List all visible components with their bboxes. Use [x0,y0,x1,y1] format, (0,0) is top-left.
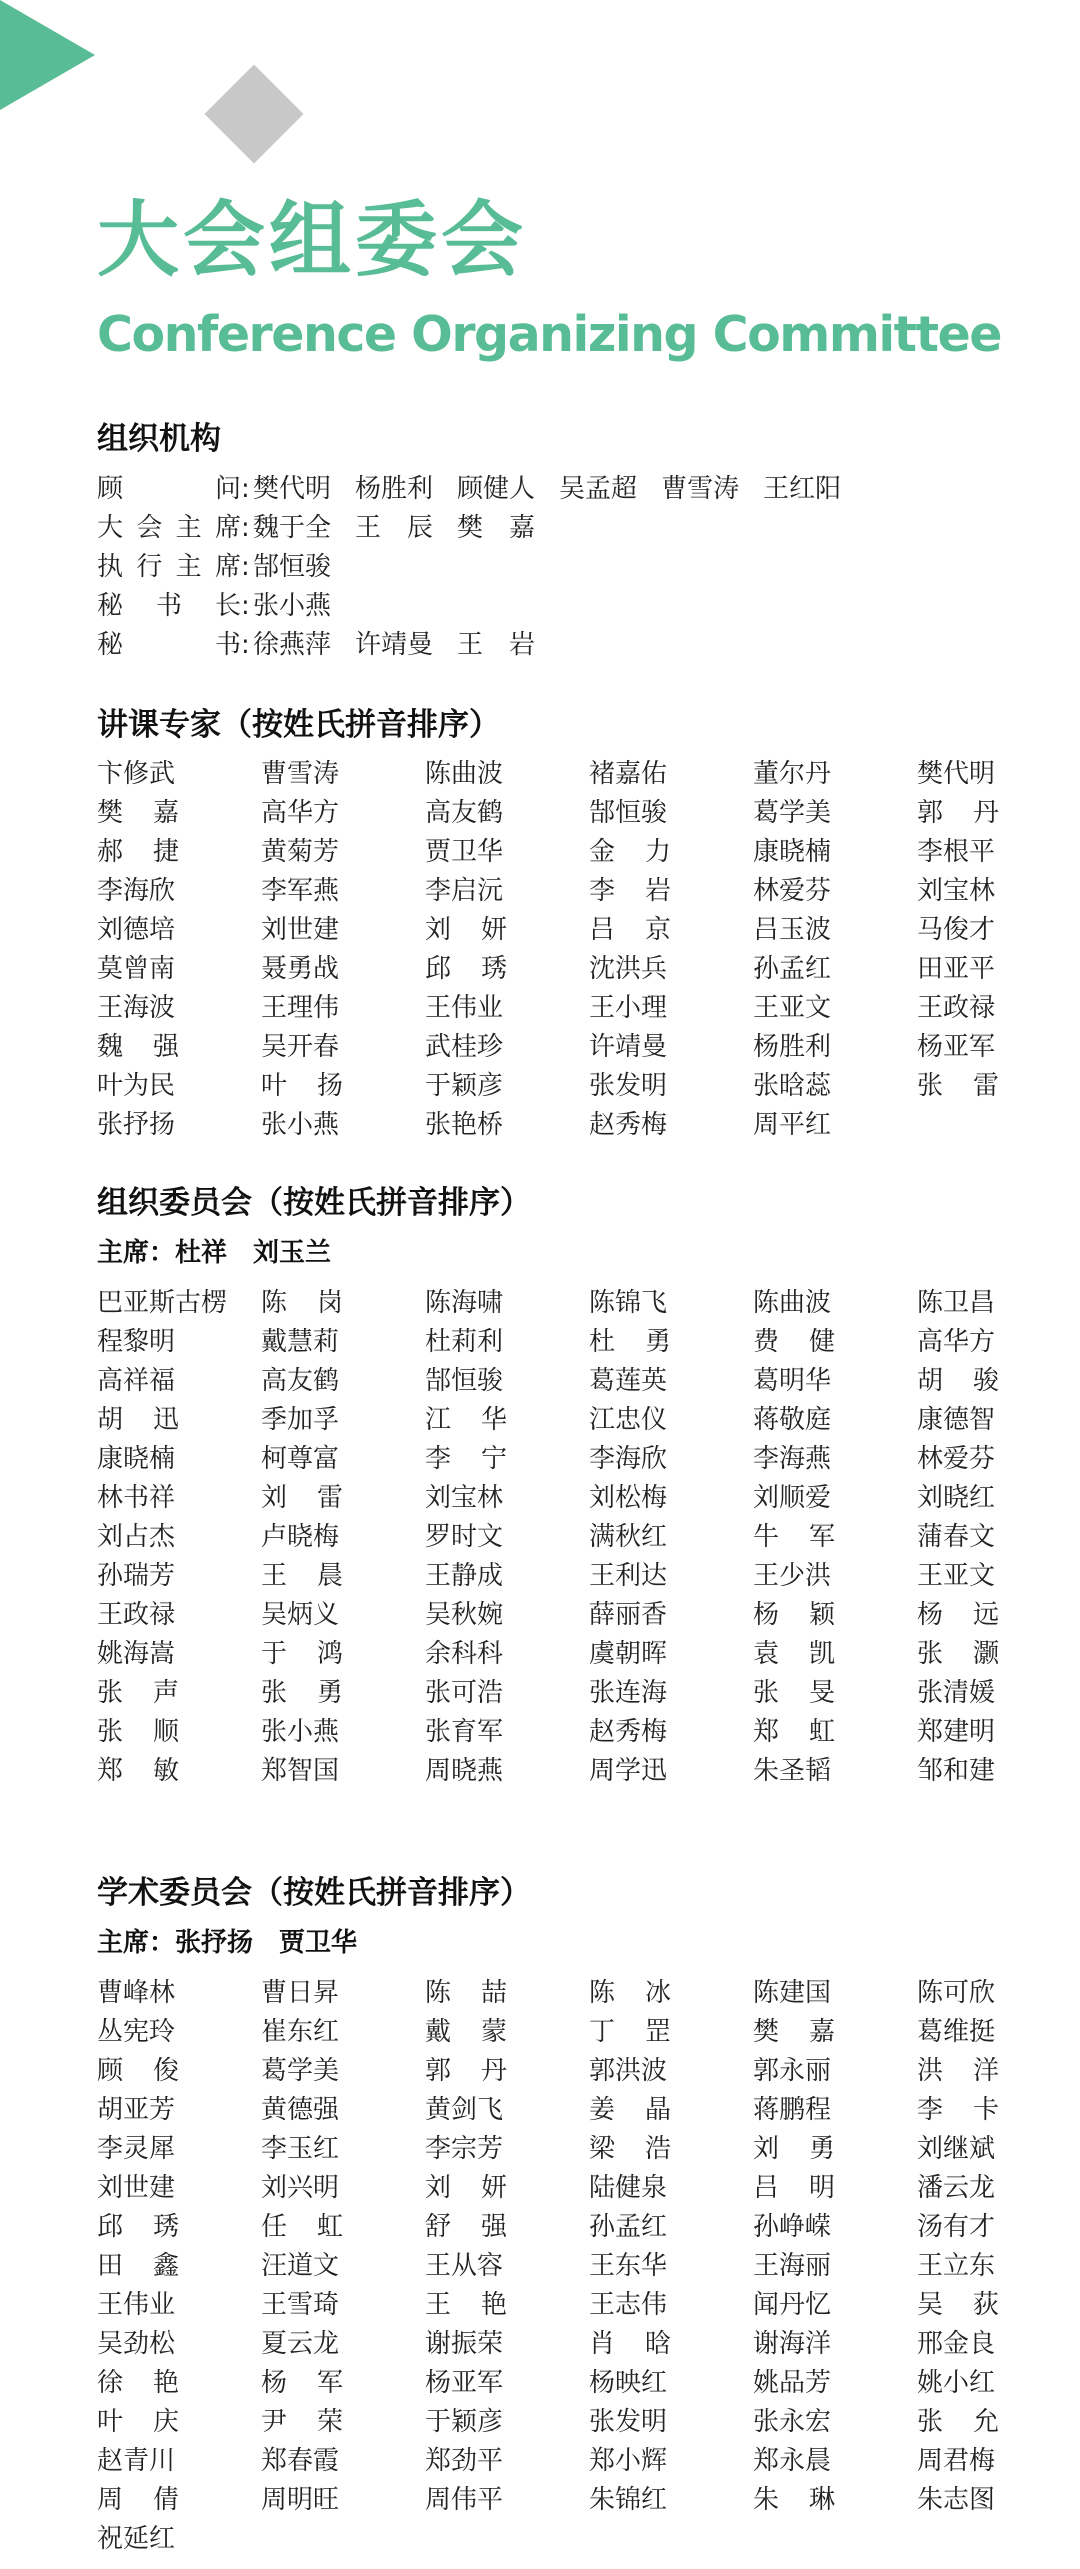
person-name: 李启沅 [425,876,504,906]
person-name: 康德智 [917,1405,996,1435]
person-name: 王利达 [589,1561,668,1591]
person-name: 曹雪涛 [661,474,740,504]
organizing-name-grid [97,1284,1017,1791]
person-name: 陈岗 [261,1288,343,1318]
person-name: 邹和建 [917,1756,996,1786]
person-name: 郑劲平 [425,2446,504,2476]
person-name: 舒强 [425,2212,507,2242]
person-name: 陈可欣 [917,1978,996,2008]
person-name: 叶庆 [97,2407,179,2437]
person-name: 康晓楠 [97,1444,176,1474]
person-name: 陈曲波 [425,759,504,789]
person-name: 于颖彦 [425,2407,504,2437]
person-name: 郜恒骏 [589,798,668,828]
organizing-section-title: 组织委员会（按姓氏拼音排序） [97,1185,531,1221]
person-name: 刘占杰 [97,1522,176,1552]
person-name: 葛学美 [753,798,832,828]
page-title: 大会组委会 [97,193,528,288]
person-name: 祝延红 [97,2524,176,2554]
person-name: 朱志图 [917,2485,996,2515]
person-name: 陈曲波 [753,1288,832,1318]
person-name: 刘顺爱 [753,1483,832,1513]
person-name: 黄菊芳 [261,837,340,867]
person-name: 田鑫 [97,2251,179,2281]
person-name: 王红阳 [763,474,842,504]
person-name: 罗时文 [425,1522,504,1552]
person-name: 徐艳 [97,2368,179,2398]
person-name: 梁浩 [589,2134,671,2164]
person-name: 林书祥 [97,1483,176,1513]
person-name: 杜莉利 [425,1327,504,1357]
org-role-label: 顾 问 [97,474,241,504]
person-name: 李宁 [425,1444,507,1474]
person-name: 郑建明 [917,1717,996,1747]
person-name: 杜勇 [589,1327,671,1357]
person-name: 程黎明 [97,1327,176,1357]
person-name: 陈建国 [753,1978,832,2008]
person-name: 田亚平 [917,954,996,984]
person-name: 郑智国 [261,1756,340,1786]
person-name: 黄剑飞 [425,2095,504,2125]
experts-name-grid [97,755,1017,1145]
experts-section-title: 讲课专家（按姓氏拼音排序） [97,707,500,743]
person-name: 杨颖 [753,1600,835,1630]
person-name: 刘德培 [97,915,176,945]
org-role-label: 大 会 主 席 [97,513,241,543]
person-name: 樊嘉 [753,2017,835,2047]
person-name: 郭丹 [917,798,999,828]
person-name: 邱琇 [97,2212,179,2242]
person-name: 张小燕 [261,1717,340,1747]
person-name: 顾健人 [457,474,536,504]
organizing-chair: 主席：杜祥 刘玉兰 [97,1238,332,1268]
person-name: 王理伟 [261,993,340,1023]
person-name: 谢海洋 [753,2329,832,2359]
person-name: 张清媛 [917,1678,996,1708]
org-role-row [97,470,997,509]
person-name: 郑春霞 [261,2446,340,2476]
person-name: 汪道文 [261,2251,340,2281]
person-name: 刘兴明 [261,2173,340,2203]
person-name: 王伟业 [97,2290,176,2320]
person-name: 崔东红 [261,2017,340,2047]
person-name: 王少洪 [753,1561,832,1591]
person-name: 王从容 [425,2251,504,2281]
person-name: 郝捷 [97,837,179,867]
person-name: 贾卫华 [425,837,504,867]
person-name: 张艳桥 [425,1110,504,1140]
person-name: 邢金良 [917,2329,996,2359]
person-name: 刘晓红 [917,1483,996,1513]
person-name: 李军燕 [261,876,340,906]
org-section-title: 组织机构 [97,421,221,457]
person-name: 杨亚军 [425,2368,504,2398]
person-name: 朱琳 [753,2485,835,2515]
person-name: 董尔丹 [753,759,832,789]
person-name: 王伟业 [425,993,504,1023]
person-name: 聂勇战 [261,954,340,984]
org-role-names [253,587,355,626]
person-name: 李宗芳 [425,2134,504,2164]
person-name: 王海丽 [753,2251,832,2281]
org-role-list [97,470,997,665]
person-name: 王东华 [589,2251,668,2281]
person-name: 赵青川 [97,2446,176,2476]
person-name: 刘世建 [261,915,340,945]
person-name: 夏云龙 [261,2329,340,2359]
person-name: 赵秀梅 [589,1717,668,1747]
person-name: 杨亚军 [917,1032,996,1062]
person-name: 高祥福 [97,1366,176,1396]
person-name: 陈冰 [589,1978,671,2008]
person-name: 葛学美 [261,2056,340,2086]
person-name: 金力 [589,837,671,867]
person-name: 王亚文 [917,1561,996,1591]
person-name: 赵秀梅 [589,1110,668,1140]
org-role-names [253,470,865,509]
person-name: 张永宏 [753,2407,832,2437]
person-name: 刘世建 [97,2173,176,2203]
person-name: 张晗蕊 [753,1071,832,1101]
person-name: 刘继斌 [917,2134,996,2164]
person-name: 张可浩 [425,1678,504,1708]
person-name: 费健 [753,1327,835,1357]
person-name: 林爱芬 [917,1444,996,1474]
person-name: 高友鹤 [261,1366,340,1396]
person-name: 郑虹 [753,1717,835,1747]
person-name: 李根平 [917,837,996,867]
person-name: 樊代明 [253,474,332,504]
person-name: 张雷 [917,1071,999,1101]
person-name: 周晓燕 [425,1756,504,1786]
person-name: 林爱芬 [753,876,832,906]
person-name: 姚小红 [917,2368,996,2398]
person-name: 张小燕 [253,591,332,621]
org-role-colon: : [241,552,250,582]
person-name: 曹雪涛 [261,759,340,789]
person-name: 满秋红 [589,1522,668,1552]
person-name: 王小理 [589,993,668,1023]
person-name: 张允 [917,2407,999,2437]
person-name: 郑敏 [97,1756,179,1786]
org-role-names [253,548,355,587]
person-name: 顾俊 [97,2056,179,2086]
person-name: 张小燕 [261,1110,340,1140]
org-role-names [253,626,559,665]
person-name: 孙瑞芳 [97,1561,176,1591]
person-name: 胡骏 [917,1366,999,1396]
page-subtitle-en: Conference Organizing Committee [97,306,1001,363]
person-name: 吴炳义 [261,1600,340,1630]
person-name: 葛维挺 [917,2017,996,2047]
person-name: 吴开春 [261,1032,340,1062]
person-name: 郭丹 [425,2056,507,2086]
person-name: 刘松梅 [589,1483,668,1513]
person-name: 李岩 [589,876,671,906]
person-name: 王立东 [917,2251,996,2281]
person-name: 刘宝林 [425,1483,504,1513]
person-name: 孙孟红 [589,2212,668,2242]
person-name: 江华 [425,1405,507,1435]
person-name: 余科科 [425,1639,504,1669]
person-name: 刘雷 [261,1483,343,1513]
person-name: 吴劲松 [97,2329,176,2359]
person-name: 王政禄 [917,993,996,1023]
person-name: 王晨 [261,1561,343,1591]
corner-triangle-decoration [0,0,95,110]
person-name: 周君梅 [917,2446,996,2476]
person-name: 王 岩 [457,630,536,660]
person-name: 任虹 [261,2212,343,2242]
person-name: 王海波 [97,993,176,1023]
org-role-label: 执 行 主 席 [97,552,241,582]
person-name: 褚嘉佑 [589,759,668,789]
person-name: 樊代明 [917,759,996,789]
person-name: 郭永丽 [753,2056,832,2086]
org-role-colon: : [241,630,250,660]
person-name: 王政禄 [97,1600,176,1630]
person-name: 洪洋 [917,2056,999,2086]
person-name: 曹日昇 [261,1978,340,2008]
person-name: 季加孚 [261,1405,340,1435]
person-name: 周学迅 [589,1756,668,1786]
org-role-row [97,509,997,548]
academic-section-title: 学术委员会（按姓氏拼音排序） [97,1875,531,1911]
person-name: 樊 嘉 [457,513,536,543]
person-name: 王志伟 [589,2290,668,2320]
person-name: 吕京 [589,915,671,945]
person-name: 闻丹忆 [753,2290,832,2320]
person-name: 郭洪波 [589,2056,668,2086]
person-name: 姜晶 [589,2095,671,2125]
person-name: 李海燕 [753,1444,832,1474]
person-name: 丁罡 [589,2017,671,2047]
org-role-row [97,548,997,587]
person-name: 肖晗 [589,2329,671,2359]
person-name: 巴亚斯古楞 [97,1288,228,1318]
person-name: 张勇 [261,1678,343,1708]
person-name: 沈洪兵 [589,954,668,984]
person-name: 高友鹤 [425,798,504,828]
academic-chair: 主席：张抒扬 贾卫华 [97,1928,358,1958]
person-name: 康晓楠 [753,837,832,867]
person-name: 杨胜利 [355,474,434,504]
person-name: 莫曾南 [97,954,176,984]
person-name: 叶扬 [261,1071,343,1101]
person-name: 姚海嵩 [97,1639,176,1669]
person-name: 高华方 [917,1327,996,1357]
person-name: 郑小辉 [589,2446,668,2476]
academic-name-grid [97,1974,1017,2559]
person-name: 于颖彦 [425,1071,504,1101]
org-role-row [97,587,997,626]
person-name: 陈海啸 [425,1288,504,1318]
person-name: 张发明 [589,2407,668,2437]
person-name: 张灏 [917,1639,999,1669]
person-name: 吴孟超 [559,474,638,504]
person-name: 卢晓梅 [261,1522,340,1552]
org-role-colon: : [241,474,250,504]
person-name: 周明旺 [261,2485,340,2515]
person-name: 徐燕萍 [253,630,332,660]
person-name: 刘宝林 [917,876,996,906]
person-name: 陈锦飞 [589,1288,668,1318]
person-name: 曹峰林 [97,1978,176,2008]
person-name: 孙孟红 [753,954,832,984]
person-name: 柯尊富 [261,1444,340,1474]
person-name: 王亚文 [753,993,832,1023]
person-name: 戴蒙 [425,2017,507,2047]
person-name: 张育军 [425,1717,504,1747]
diamond-decoration [205,65,304,164]
person-name: 杨远 [917,1600,999,1630]
person-name: 周平红 [753,1110,832,1140]
person-name: 郜恒骏 [425,1366,504,1396]
person-name: 戴慧莉 [261,1327,340,1357]
person-name: 郑永晨 [753,2446,832,2476]
person-name: 朱锦红 [589,2485,668,2515]
person-name: 李海欣 [589,1444,668,1474]
person-name: 张抒扬 [97,1110,176,1140]
person-name: 姚品芳 [753,2368,832,2398]
person-name: 许靖曼 [355,630,434,660]
person-name: 葛明华 [753,1366,832,1396]
person-name: 吕明 [753,2173,835,2203]
person-name: 陈喆 [425,1978,507,2008]
person-name: 汤有才 [917,2212,996,2242]
person-name: 谢振荣 [425,2329,504,2359]
person-name: 吴秋婉 [425,1600,504,1630]
person-name: 马俊才 [917,915,996,945]
person-name: 卞修武 [97,759,176,789]
person-name: 蒋鹏程 [753,2095,832,2125]
person-name: 黄德强 [261,2095,340,2125]
person-name: 孙峥嵘 [753,2212,832,2242]
person-name: 于鸿 [261,1639,343,1669]
org-role-label: 秘 书 [97,630,241,660]
person-name: 袁凯 [753,1639,835,1669]
org-role-colon: : [241,591,250,621]
person-name: 张旻 [753,1678,835,1708]
person-name: 蒋敬庭 [753,1405,832,1435]
person-name: 杨胜利 [753,1032,832,1062]
person-name: 丛宪玲 [97,2017,176,2047]
person-name: 尹荣 [261,2407,343,2437]
org-role-colon: : [241,513,250,543]
person-name: 樊嘉 [97,798,179,828]
org-role-label: 秘 书 长 [97,591,241,621]
person-name: 魏强 [97,1032,179,1062]
person-name: 王 辰 [355,513,434,543]
person-name: 王艳 [425,2290,507,2320]
person-name: 胡亚芳 [97,2095,176,2125]
person-name: 虞朝晖 [589,1639,668,1669]
person-name: 郜恒骏 [253,552,332,582]
person-name: 吴荻 [917,2290,999,2320]
person-name: 李玉红 [261,2134,340,2164]
person-name: 吕玉波 [753,915,832,945]
org-role-row [97,626,997,665]
person-name: 刘妍 [425,2173,507,2203]
person-name: 高华方 [261,798,340,828]
person-name: 胡迅 [97,1405,179,1435]
person-name: 李海欣 [97,876,176,906]
person-name: 张发明 [589,1071,668,1101]
person-name: 江忠仪 [589,1405,668,1435]
person-name: 潘云龙 [917,2173,996,2203]
person-name: 刘勇 [753,2134,835,2164]
person-name: 陆健泉 [589,2173,668,2203]
person-name: 刘妍 [425,915,507,945]
person-name: 薛丽香 [589,1600,668,1630]
person-name: 朱圣韬 [753,1756,832,1786]
person-name: 张连海 [589,1678,668,1708]
person-name: 叶为民 [97,1071,176,1101]
person-name: 李灵犀 [97,2134,176,2164]
person-name: 蒲春文 [917,1522,996,1552]
person-name: 陈卫昌 [917,1288,996,1318]
person-name: 李卡 [917,2095,999,2125]
person-name: 王静成 [425,1561,504,1591]
person-name: 杨军 [261,2368,343,2398]
person-name: 张顺 [97,1717,179,1747]
person-name: 葛莲英 [589,1366,668,1396]
person-name: 王雪琦 [261,2290,340,2320]
person-name: 周倩 [97,2485,179,2515]
org-role-names [253,509,559,548]
person-name: 许靖曼 [589,1032,668,1062]
person-name: 武桂珍 [425,1032,504,1062]
person-name: 杨映红 [589,2368,668,2398]
person-name: 牛军 [753,1522,835,1552]
person-name: 魏于全 [253,513,332,543]
person-name: 周伟平 [425,2485,504,2515]
person-name: 邱琇 [425,954,507,984]
person-name: 张声 [97,1678,179,1708]
